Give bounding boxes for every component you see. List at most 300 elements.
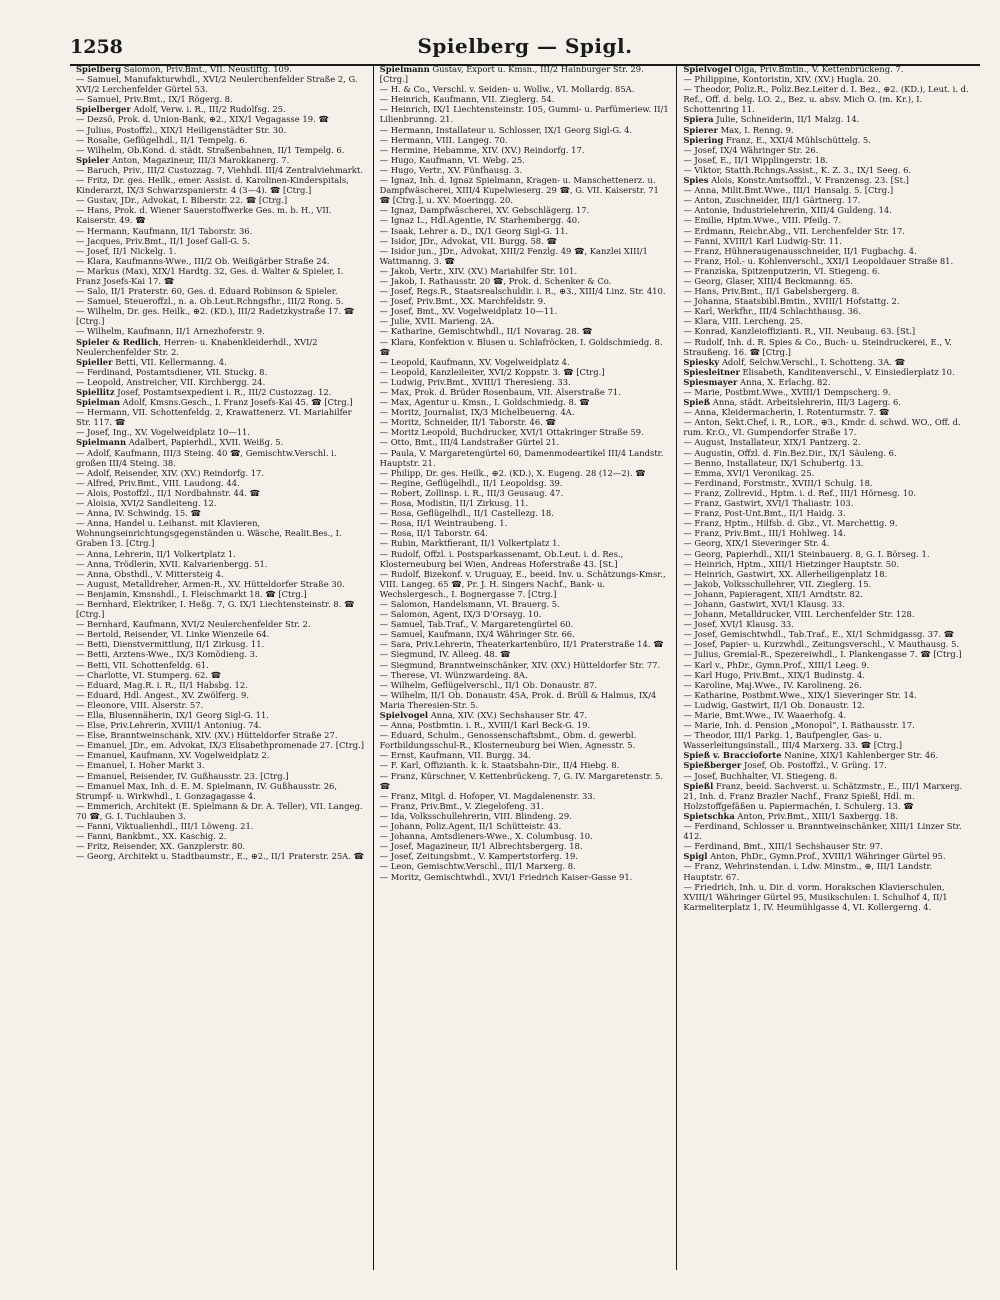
directory-entry — [683, 125, 974, 135]
entry-details: — Karl v., PhDr., Gymn.Prof., XIII/1 Leeg. 9. — [683, 659, 870, 670]
entry-details: Anna, X. Erlachg. 82. — [737, 376, 831, 387]
entry-details: — Viktor, Statth.Rchngs.Assist., K. Z. 3., IX/1 Seeg. 6. — [683, 164, 912, 175]
entry-details: — Alfred, Priv.Bmt., VIII. Laudong. 44. — [76, 477, 240, 488]
directory-entry — [76, 498, 367, 508]
entry-details: — Gustav, JDr., Advokat, I. Biberstr. 22. ☎ [Ctrg.] — [76, 195, 288, 206]
entry-details: — Fanni, XVIII/1 Karl Ludwig-Str. 11. — [683, 235, 842, 246]
entry-details: — Rosa, Modistin, II/1 Zirkusg. 11. — [379, 498, 529, 509]
directory-entry — [76, 619, 367, 629]
entry-details: — Franziska, Spitzenputzerin, VI. Stiegeng. 6. — [683, 265, 880, 276]
directory-entry — [380, 569, 671, 599]
directory-entry — [683, 236, 974, 246]
directory-entry — [683, 690, 974, 700]
directory-entry — [683, 326, 974, 336]
page-number: 1258 — [70, 36, 123, 58]
entry-details: — Anna, Kleidermacherin, I. Rotenturmstr. 7. ☎ — [683, 407, 890, 418]
entry-details: — Anna, Handel u. Leihanst. mit Klavieren, Wohnungseinrichtungsgegenständen u. Wäsche, Realit.Bes., I. Graben 13. [Ctrg.] — [76, 518, 342, 549]
directory-entry — [380, 720, 671, 730]
directory-entry — [683, 781, 974, 811]
entry-details: — Ferdinand, Bmt., XIII/1 Sechshauser Str. 97. — [683, 841, 883, 852]
directory-entry — [683, 599, 974, 609]
directory-entry — [683, 84, 974, 114]
entry-details: — Heinrich, Gastwirt, XX. Allerheiligenplatz 18. — [683, 568, 888, 579]
directory-entry — [683, 488, 974, 498]
entry-details: — Josef, Priv.Bmt., XX. Marchfeldstr. 9. — [379, 296, 546, 307]
directory-entry — [683, 508, 974, 518]
entry-details: — Jakob, Vertr., XIV. (XV.) Mariahilfer Str. 101. — [379, 265, 577, 276]
entry-details: — Josef, Bmt., XV. Vogelweidplatz 10—11. — [379, 306, 558, 317]
directory-entry — [76, 821, 367, 831]
directory-entry — [380, 427, 671, 437]
directory-entry — [683, 175, 974, 185]
entry-details: — Emanuel, JDr., em. Advokat, IX/3 Elisabethpromenade 27. [Ctrg.] — [76, 740, 365, 751]
entry-details: Betti, VII. Kellermanng. 4. — [112, 356, 227, 367]
directory-entry — [380, 215, 671, 225]
entry-details: — Julius, Postoffzl., XIX/1 Heiligenstädter Str. 30. — [76, 124, 287, 135]
directory-entry — [380, 771, 671, 791]
directory-entry — [380, 145, 671, 155]
directory-entry — [683, 811, 974, 821]
directory-entry — [683, 821, 974, 841]
directory-entry — [380, 326, 671, 336]
entry-details: — Anna, Trödlerin, XVII. Kalvarienbergg. 51. — [76, 558, 268, 569]
entry-details: — Anna, Obsthdl., V. Mittersteig 4. — [76, 568, 224, 579]
directory-entry — [76, 286, 367, 296]
entry-details: — Philippine, Kontoristin, XIV. (XV.) Hugla. 20. — [683, 74, 882, 85]
entry-details: — Emmerich, Architekt (E. Spielmann & Dr. A. Teller), VII. Langeg. 70 ☎, G. I. Tuchlauben 3. — [76, 800, 363, 821]
directory-entry — [380, 801, 671, 811]
entry-details: Anna, städt. Arbeitslehrerin, III/3 Lagerg. 6. — [710, 397, 902, 408]
entry-details: — Katharine, Gemischtwhdl., II/1 Novarag. 28. ☎ — [379, 326, 593, 337]
directory-entry — [76, 407, 367, 427]
directory-entry — [683, 468, 974, 478]
directory-entry — [76, 559, 367, 569]
directory-entry — [76, 771, 367, 781]
entry-details: — Karl, Werkfhr., III/4 Schlachthausg. 36. — [683, 306, 861, 317]
entry-details: — Jacques, Priv.Bmt., II/1 Josef Gall-G. 5. — [76, 235, 250, 246]
entry-details: — Philipp, Dr. ges. Heilk., ⊕2. (KD.), X. Eugeng. 28 (12—2). ☎ — [379, 467, 646, 478]
directory-entry — [683, 549, 974, 559]
entry-details: — Rosa, Geflügelhdl., II/1 Castellezg. 18. — [379, 508, 554, 519]
directory-entry — [380, 821, 671, 831]
directory-entry — [76, 448, 367, 468]
entry-details: — Julius, Gremial-R., Spezereiwhdl., I. Plankengasse 7. ☎ [Ctrg.] — [683, 649, 962, 660]
directory-entry — [683, 680, 974, 690]
directory-entry — [683, 528, 974, 538]
entry-details: — Fanni, Bankbmt., XX. Kaschig. 2. — [76, 831, 227, 842]
entry-details: — Robert, Zollinsp. i. R., III/3 Geusaug. 47. — [379, 487, 564, 498]
entry-details: — Siegmund, IV. Alleeg. 48. ☎ — [379, 649, 511, 660]
entry-details: — Otto, Bmt., III/4 Landstraßer Gürtel 21. — [379, 437, 560, 448]
entry-details: Olga, Priv.Bmtin., V. Kettenbrückeng. 7. — [731, 64, 904, 74]
running-head: Spielberg — Spigl. — [417, 34, 633, 58]
entry-details: — Samuel, Priv.Bmt., IX/1 Rögerg. 8. — [76, 94, 233, 105]
entry-details: — Hans, Priv.Bmt., II/1 Gabelsbergerg. 8. — [683, 286, 860, 297]
directory-entry — [683, 649, 974, 659]
directory-entry — [76, 750, 367, 760]
entry-details: — Rubin, Marktfierant, II/1 Volkertplatz 1. — [379, 538, 561, 549]
directory-columns — [70, 64, 980, 1270]
entry-details: — August, Installateur, XIX/1 Pantzerg. 2. — [683, 437, 861, 448]
entry-details: — Wilhelm, II/1 Ob. Donaustr. 45A, Prok. d. Brüll & Halmus, IX/4 Maria Theresien-Str. 5. — [379, 689, 657, 710]
entry-details: — Betti, Arztens-Wwe., IX/3 Komödieng. 3. — [76, 649, 258, 660]
entry-surname: Spieller — [76, 356, 113, 367]
entry-details: — Ludwig, Gastwirt, II/1 Ob. Donaustr. 12. — [683, 699, 866, 710]
entry-details: — Fritz, Reisender, XX. Ganzplerstr. 80. — [76, 841, 246, 852]
entry-details: — Josef, Zeitungsbmt., V. Kampertstorferg. 19. — [379, 851, 578, 862]
entry-details: — Betti, VII. Schottenfeldg. 61. — [76, 659, 209, 670]
entry-details: Adolf, Selchw.Verschl., I. Schotteng. 3A. ☎ — [719, 356, 906, 367]
entry-details: — Anna, Milit.Bmt.Wwe., III/1 Hansalg. 5. [Ctrg.] — [683, 185, 894, 196]
directory-entry — [380, 357, 671, 367]
directory-entry — [380, 518, 671, 528]
entry-details: — Isidor, JDr., Advokat, VII. Burgg. 58. ☎ — [379, 235, 557, 246]
directory-entry — [76, 579, 367, 589]
directory-entry — [683, 629, 974, 639]
entry-details: Max, I. Renng. 9. — [717, 124, 794, 135]
directory-entry — [76, 468, 367, 478]
entry-details: — Ella, Blusennäherin, IX/1 Georg Sigl-G. 11. — [76, 710, 269, 720]
directory-entry — [683, 256, 974, 266]
entry-details: — Hans, Prok. d. Wiener Sauerstoffwerke Ges. m. b. H., VII. Kaiserstr. 49. ☎ — [76, 205, 332, 226]
directory-entry — [380, 538, 671, 548]
entry-details: Julie, Schneiderin, II/1 Malzg. 14. — [713, 114, 860, 125]
directory-entry — [683, 165, 974, 175]
directory-entry — [683, 215, 974, 225]
entry-surname: Spieß — [683, 397, 711, 408]
entry-details: — Heinrich, Hptm., XIII/1 Hietzinger Hauptstr. 50. — [683, 558, 900, 569]
directory-entry — [380, 750, 671, 760]
entry-details: — Rosa, II/1 Taborstr. 64. — [379, 528, 488, 539]
directory-entry — [380, 629, 671, 639]
directory-entry — [683, 518, 974, 528]
directory-entry — [76, 488, 367, 498]
entry-details: — Isaak, Lehrer a. D., IX/1 Georg Sigl-G. 11. — [379, 225, 569, 236]
entry-details: — Georg, XIX/1 Sieveringer Str. 4. — [683, 538, 830, 549]
directory-entry — [76, 337, 367, 357]
entry-details: — Salomon, Handelsmann, VI. Brauerg. 5. — [379, 598, 560, 609]
entry-details: Elisabeth, Kanditenverschl., V. Einsiedlerplatz 10. — [739, 366, 955, 377]
entry-details: — Leopold, Anstreicher, VII. Kirchbergg. 24. — [76, 376, 266, 387]
directory-entry — [380, 528, 671, 538]
entry-details: — Antonie, Industrielehrerin, XIII/4 Guldeng. 14. — [683, 205, 892, 216]
entry-details: — Rudolf, Bizekonf. v. Uruguay, E., beeid. Inv. u. Schätzungs-Kmsr., VIII. Langeg. 65 ☎, Pr. J. H. Singers Nachf., Bank- u. Wechslergesch., I. Bognergasse 7. [Ctrg.] — [379, 568, 666, 599]
directory-entry — [380, 205, 671, 215]
directory-entry — [683, 337, 974, 357]
directory-entry — [683, 407, 974, 417]
directory-entry — [683, 882, 974, 912]
entry-details: — Else, Priv.Lehrerin, XVIII/1 Antoniug. 74. — [76, 720, 262, 731]
directory-entry — [683, 266, 974, 276]
entry-surname: Spietschka — [683, 810, 735, 821]
entry-surname: Spielberger — [76, 104, 131, 115]
directory-entry — [683, 861, 974, 881]
directory-entry — [76, 710, 367, 720]
directory-entry — [76, 720, 367, 730]
directory-entry — [683, 841, 974, 851]
directory-entry — [76, 367, 367, 377]
directory-entry — [76, 569, 367, 579]
entry-details: — Konrad, Kanzleioffizianti. R., VII. Neubaug. 63. [St.] — [683, 326, 916, 337]
directory-entry — [380, 296, 671, 306]
directory-entry — [380, 619, 671, 629]
entry-details: — Franz, Hühneraugenausschneider, II/1 Fugbachg. 4. — [683, 245, 917, 256]
entry-details: — Betti, Dienstvermittlung, II/1 Zirkusg. 11. — [76, 639, 265, 650]
directory-column-2 — [373, 64, 677, 1270]
directory-entry — [683, 276, 974, 286]
entry-details: — Wilhelm, Kaufmann, II/1 Arnezhoferstr. 9. — [76, 326, 265, 337]
entry-details: — Josef, Gemischtwhdl., Tab.Traf., E., XI/1 Schmidgassg. 37. ☎ — [683, 629, 955, 640]
entry-details: — Ferdinand, Forstmstr., XVIII/1 Schulg. 18. — [683, 477, 873, 488]
entry-surname: Spiesmayer — [683, 376, 738, 387]
directory-entry — [683, 286, 974, 296]
directory-entry — [380, 549, 671, 569]
directory-entry — [380, 266, 671, 276]
directory-entry — [380, 791, 671, 801]
entry-details: — Franz, Priv.Bmt., V. Ziegelofeng. 31. — [379, 800, 544, 811]
directory-entry — [380, 377, 671, 387]
directory-entry — [683, 417, 974, 437]
entry-details: — Rosa, II/1 Weintraubeng. 1. — [379, 518, 508, 529]
entry-details: — Ferdinand, Postamtsdiener, VII. Stuckg. 8. — [76, 366, 268, 377]
entry-details: — Klara, Kaufmanns-Wwe., III/2 Ob. Weißgärber Straße 24. — [76, 255, 330, 266]
entry-details: Anton, Priv.Bmt., XIII/1 Saxbergg. 18. — [734, 810, 898, 821]
directory-entry — [683, 720, 974, 730]
entry-details: Anton, PhDr., Gymn.Prof., XVIII/1 Währinger Gürtel 95. — [707, 851, 946, 862]
directory-entry — [380, 236, 671, 246]
entry-details: — Emanuel Max, Inh. d. E. M. Spielmann, IV. Gußhausstr. 26, Strumpf- u. Wirkwhdl., I. Gonzagagasse 4. — [76, 780, 338, 801]
directory-entry — [683, 730, 974, 750]
directory-entry — [76, 670, 367, 680]
entry-details: Adolf, Verw. i. R., III/2 Rudolfsg. 25. — [130, 104, 286, 115]
directory-entry — [683, 387, 974, 397]
directory-entry — [76, 226, 367, 236]
directory-entry — [380, 861, 671, 871]
directory-column-3 — [676, 64, 980, 1270]
entry-details: — Georg, Papierhdl., XII/1 Steinbauerg. 8, G. I. Börseg. 1. — [683, 548, 930, 559]
entry-details: — Bertold, Reisender, VI. Linke Wienzeile 64. — [76, 629, 270, 640]
entry-details: — Ignaz, Inh. d. Ignaz Spielmann, Kragen- u. Manschettenerz. u. Dampfwäscherei, XIII/4 Kupelwieserg. 29 ☎, G. VII. Kaiserstr. 71 ☎ [Ctrg.], u. XV. Moeringg. 20. — [379, 175, 659, 206]
entry-surname: Spiering — [683, 134, 724, 145]
entry-surname: Spielberg — [76, 64, 122, 74]
entry-details: — Sara, Priv.Lehrerin, Theaterkartenbüro, II/1 Praterstraße 14. ☎ — [379, 639, 664, 650]
entry-details: — Josef, II/1 Nickelg. 1. — [76, 245, 177, 256]
directory-entry — [683, 559, 974, 569]
directory-entry — [683, 397, 974, 407]
entry-details: — Karl Hugo, Priv.Bmt., XIX/1 Budinstg. 4. — [683, 669, 865, 680]
directory-entry — [380, 397, 671, 407]
directory-entry — [380, 135, 671, 145]
directory-entry — [380, 660, 671, 670]
entry-details: — Charlotte, VI. Stumperg. 62. ☎ — [76, 669, 222, 680]
entry-details: — Regine, Geflügelhdl., II/1 Leopoldsg. 39. — [379, 477, 563, 488]
directory-entry — [76, 841, 367, 851]
entry-details: — Leopold, Kanzleileiter, XVI/2 Koppstr. 3. ☎ [Ctrg.] — [379, 366, 605, 377]
entry-details: — Josef, Magazineur, II/1 Albrechtsbergerg. 18. — [379, 841, 583, 852]
directory-entry — [380, 155, 671, 165]
entry-details: — Alois, Postoffzl., II/1 Nordbahnstr. 44. ☎ — [76, 487, 260, 498]
entry-details: — Theodor, Poliz.R., Poliz.Bez.Leiter d. I. Bez., ⊕2. (KD.), Leut. i. d. Ref., Off. d. belg. LO. 2., Bez. u. absv. Mich O. (m. Kr.), I. Schottenring 11. — [683, 84, 969, 115]
entry-surname: Spielvogel — [683, 64, 732, 74]
entry-details: — Friedrich, Inh. u. Dir. d. vorm. Horakschen Klavierschulen, XVIII/1 Währinger Gürtel 95, Musikschulen: I. Schulhof 4, II/1 Karmeliterplatz 1, IV. Heumühlgasse 4, VI. Kollergerng. 4. — [683, 881, 948, 912]
directory-entry — [683, 609, 974, 619]
entry-details: Nanine, XIX/1 Kahlenberger Str. 46. — [781, 750, 939, 761]
directory-entry — [380, 599, 671, 609]
directory-entry — [76, 549, 367, 559]
entry-details: — Markus (Max), XIX/1 Hardtg. 32, Ges. d. Walter & Spieler, I. Franz Josefs-Kai 17. ☎ — [76, 265, 344, 286]
entry-details: — Franz, Gastwirt, XVI/1 Thaliastr. 103. — [683, 498, 854, 509]
entry-details: — Anna, Postbmtin. i. R., XVIII/1 Karl Beck-G. 19. — [379, 720, 591, 731]
entry-details: — Johann, Papieragent, XII/1 Arndtstr. 82. — [683, 588, 863, 599]
directory-entry — [683, 246, 974, 256]
directory-entry — [683, 357, 974, 367]
entry-details: Anna, XIV. (XV.) Sechshauser Str. 47. — [428, 710, 588, 720]
directory-entry — [380, 306, 671, 316]
directory-entry — [683, 185, 974, 195]
directory-entry — [380, 649, 671, 659]
entry-details: — Hugo, Vertr., XV. Fünfhausg. 3. — [379, 164, 523, 175]
entry-details: Adolf, Kmsns.Gesch., I. Franz Josefs-Kai 45. ☎ [Ctrg.] — [119, 397, 353, 408]
directory-entry — [683, 660, 974, 670]
directory-entry — [683, 114, 974, 124]
entry-details: — Ernst, Kaufmann, VII. Burgg. 34. — [379, 750, 531, 761]
entry-details: Franz, beeid. Sachverst. u. Schätzmstr., E., III/1 Marxerg. 21, Inh. d. Franz Brazler Nachf., Franz Spießl, Hdl. m. Holzstoffgefäßen u. Papiermachén, I. Schulerg. 13. ☎ — [683, 780, 963, 811]
entry-surname: Spielmann — [379, 64, 430, 74]
entry-details: — Franz, Zollrevid., Hptm. i. d. Ref., III/1 Hörnesg. 10. — [683, 487, 917, 498]
directory-entry — [683, 448, 974, 458]
directory-entry — [380, 811, 671, 821]
directory-entry — [683, 589, 974, 599]
directory-entry — [683, 145, 974, 155]
directory-entry — [380, 286, 671, 296]
directory-entry — [76, 437, 367, 447]
entry-details: — Jakob, Volksschullehrer, VII. Zieglerg. 15. — [683, 578, 872, 589]
directory-entry — [380, 175, 671, 205]
directory-entry — [76, 508, 367, 518]
directory-entry — [683, 64, 974, 74]
directory-entry — [76, 114, 367, 124]
directory-entry — [683, 851, 974, 861]
directory-entry — [76, 639, 367, 649]
entry-details: Franz, E., XXI/4 Mühlschüttelg. 5. — [723, 134, 871, 145]
directory-entry — [380, 337, 671, 357]
directory-entry — [683, 367, 974, 377]
directory-entry — [380, 276, 671, 286]
entry-details: — Wilhelm, Geflügelverschl., II/1 Ob. Donaustr. 87. — [379, 679, 598, 690]
entry-details: — H. & Co., Verschl. v. Seiden- u. Wollw., VI. Mollardg. 85A. — [379, 84, 635, 95]
directory-entry — [76, 94, 367, 104]
entry-details: — Johanna, Staatsbibl.Bmtin., XVIII/1 Hofstattg. 2. — [683, 296, 900, 307]
entry-details: — Emanuel, I. Hoher Markt 3. — [76, 760, 205, 771]
directory-entry — [76, 629, 367, 639]
directory-entry — [683, 296, 974, 306]
entry-details: — Josef, XVI/1 Klausg. 33. — [683, 619, 794, 630]
directory-column-1 — [70, 64, 373, 1270]
directory-entry — [76, 326, 367, 336]
directory-entry — [76, 730, 367, 740]
entry-details: — Marie, Postbmt.Wwe., XVIII/1 Dempscherg. 9. — [683, 387, 891, 397]
entry-details: — Leopold, Kaufmann, XV. Vogelweidplatz 4. — [379, 356, 570, 367]
directory-entry — [76, 387, 367, 397]
directory-entry — [380, 710, 671, 720]
entry-details: — Moritz Leopold, Buchdrucker, XVI/1 Ottakringer Straße 59. — [379, 427, 644, 438]
directory-entry — [380, 437, 671, 447]
directory-entry — [683, 700, 974, 710]
entry-surname: Spigl — [683, 851, 708, 862]
entry-details: — Hugo, Kaufmann, VI. Webg. 25. — [379, 154, 525, 165]
entry-details: — Moritz, Gemischtwhdl., XVI/1 Friedrich Kaiser-Gasse 91. — [379, 871, 633, 882]
entry-details: — Hermann, Installateur u. Schlosser, IX/1 Georg Sigl-G. 4. — [379, 124, 633, 135]
directory-entry — [380, 387, 671, 397]
directory-entry — [380, 690, 671, 710]
entry-details: — Bernhard, Kaufmann, XVI/2 Neulerchenfelder Str. 2. — [76, 619, 311, 630]
entry-surname: Spieß v. Braccioforte — [683, 750, 782, 761]
directory-entry — [76, 165, 367, 175]
entry-details: — Baruch, Priv., III/2 Custozzag. 7, Viehhdl. III/4 Zentralviehmarkt. — [76, 164, 363, 175]
directory-entry — [76, 397, 367, 407]
directory-entry — [76, 599, 367, 619]
directory-entry — [683, 226, 974, 236]
entry-details: — Hermine, Hebamme, XIV. (XV.) Reindorfg. 17. — [379, 144, 585, 155]
entry-details: — Bernhard, Elektriker, I. Heßg. 7, G. IX/1 Liechtensteinstr. 8. ☎ [Ctrg.] — [76, 598, 355, 620]
directory-entry — [683, 135, 974, 145]
entry-details: — Josef, Buchhalter, VI. Stiegeng. 8. — [683, 770, 838, 781]
entry-details: — Paula, V. Margaretengürtel 60, Damenmodeartikel III/4 Landstr. Hauptstr. 21. — [379, 447, 664, 468]
entry-details: — Samuel, Manufakturwhdl., XVI/2 Neulerchenfelder Straße 2, G. XVI/2 Lerchenfelder Gürtel 53. — [76, 74, 358, 95]
entry-details: — Klara, VIII. Lercheng. 25. — [683, 316, 803, 327]
entry-surname: Spiesky — [683, 356, 720, 367]
directory-entry — [76, 266, 367, 286]
directory-entry — [380, 498, 671, 508]
entry-details: — Hermann, VIII. Langeg. 70. — [379, 134, 508, 145]
directory-entry — [380, 448, 671, 468]
directory-entry — [380, 316, 671, 326]
entry-details: — Josef, Regs.R., Staatsrealschuldir. i. R., ⊕3., XIII/4 Linz. Str. 410. — [379, 286, 666, 297]
directory-entry — [76, 680, 367, 690]
entry-details: — Josef, Papier- u. Kurzwhdl., Zeitungsverschl., V. Mauthausg. 5. — [683, 639, 960, 650]
entry-details: — Franz, Priv.Bmt., III/1 Hohlweg. 14. — [683, 528, 846, 539]
entry-details: — Josef, E., II/1 Wipplingerstr. 18. — [683, 154, 829, 165]
entry-details: — Ida, Volksschullehrerin, VIII. Blindeng. 29. — [379, 810, 572, 821]
entry-surname: Spießberger — [683, 760, 742, 771]
entry-details: Josef, Ob. Postoffzl., V. Grüng. 17. — [741, 760, 887, 771]
directory-entry — [380, 841, 671, 851]
directory-entry — [683, 670, 974, 680]
entry-details: — Leon, Gemischtw.Verschl., III/1 Marxerg. 8. — [379, 861, 576, 872]
entry-details: — Wilhelm, Ob.Kond. d. städt. Straßenbahnen, II/1 Tempelg. 6. — [76, 144, 345, 155]
directory-entry — [76, 175, 367, 195]
directory-entry — [76, 205, 367, 225]
entry-details: Gustav, Export u. Kmsn., III/2 Hainburger Str. 29. [Ctrg.] — [379, 64, 644, 85]
entry-details: — Anton, Sekt.Chef, i. R., LOR., ⊕3., Kmdr. d. schwd. WO., Off. d. rum. Kr.O., VI. Gumpendorfer Straße 17. — [683, 417, 961, 438]
entry-details: — Salo, II/1 Praterstr. 60, Ges. d. Eduard Robinson & Spieler. — [76, 286, 338, 297]
entry-details: — Franz, Post-Unt.Bmt., II/1 Haidg. 3. — [683, 508, 846, 519]
entry-details: — Dezsö, Prok. d. Union-Bank, ⊕2., XIX/1 Vegagasse 19. ☎ — [76, 114, 329, 125]
entry-details: — Erdmann, Reichr.Abg., VII. Lerchenfelder Str. 17. — [683, 225, 905, 236]
directory-entry — [76, 851, 367, 861]
entry-details: — Rudolf, Offzl. i. Postsparkassenamt, Ob.Leut. i. d. Res., Klosterneuburg bei Wien, Andreas Hoferstraße 43. [St.] — [379, 548, 624, 569]
entry-details: — Johann, Poliz.Agent, II/1 Schütteistr. 43. — [379, 821, 562, 832]
directory-entry — [380, 760, 671, 770]
entry-details: — Karoline, Maj.Wwe., IV. Karolineng. 26. — [683, 679, 862, 690]
entry-surname: Spieler — [76, 154, 110, 165]
directory-entry — [683, 437, 974, 447]
entry-details: — Ferdinand, Schlosser u. Branntweinschänker, XIII/1 Linzer Str. 412. — [683, 821, 962, 842]
entry-details: — Georg, Architekt u. Stadtbaumstr., E., ⊕2., II/1 Praterstr. 25A. ☎ — [76, 851, 364, 862]
directory-entry — [380, 64, 671, 84]
entry-details: — Isidor jun., JDr., Advokat, XIII/2 Fenzlg. 49 ☎, Kanzlei XIII/1 Wattmanng. 3. ☎ — [379, 245, 648, 266]
entry-details: — Benno, Installateur, IX/1 Schubertg. 13. — [683, 457, 864, 468]
